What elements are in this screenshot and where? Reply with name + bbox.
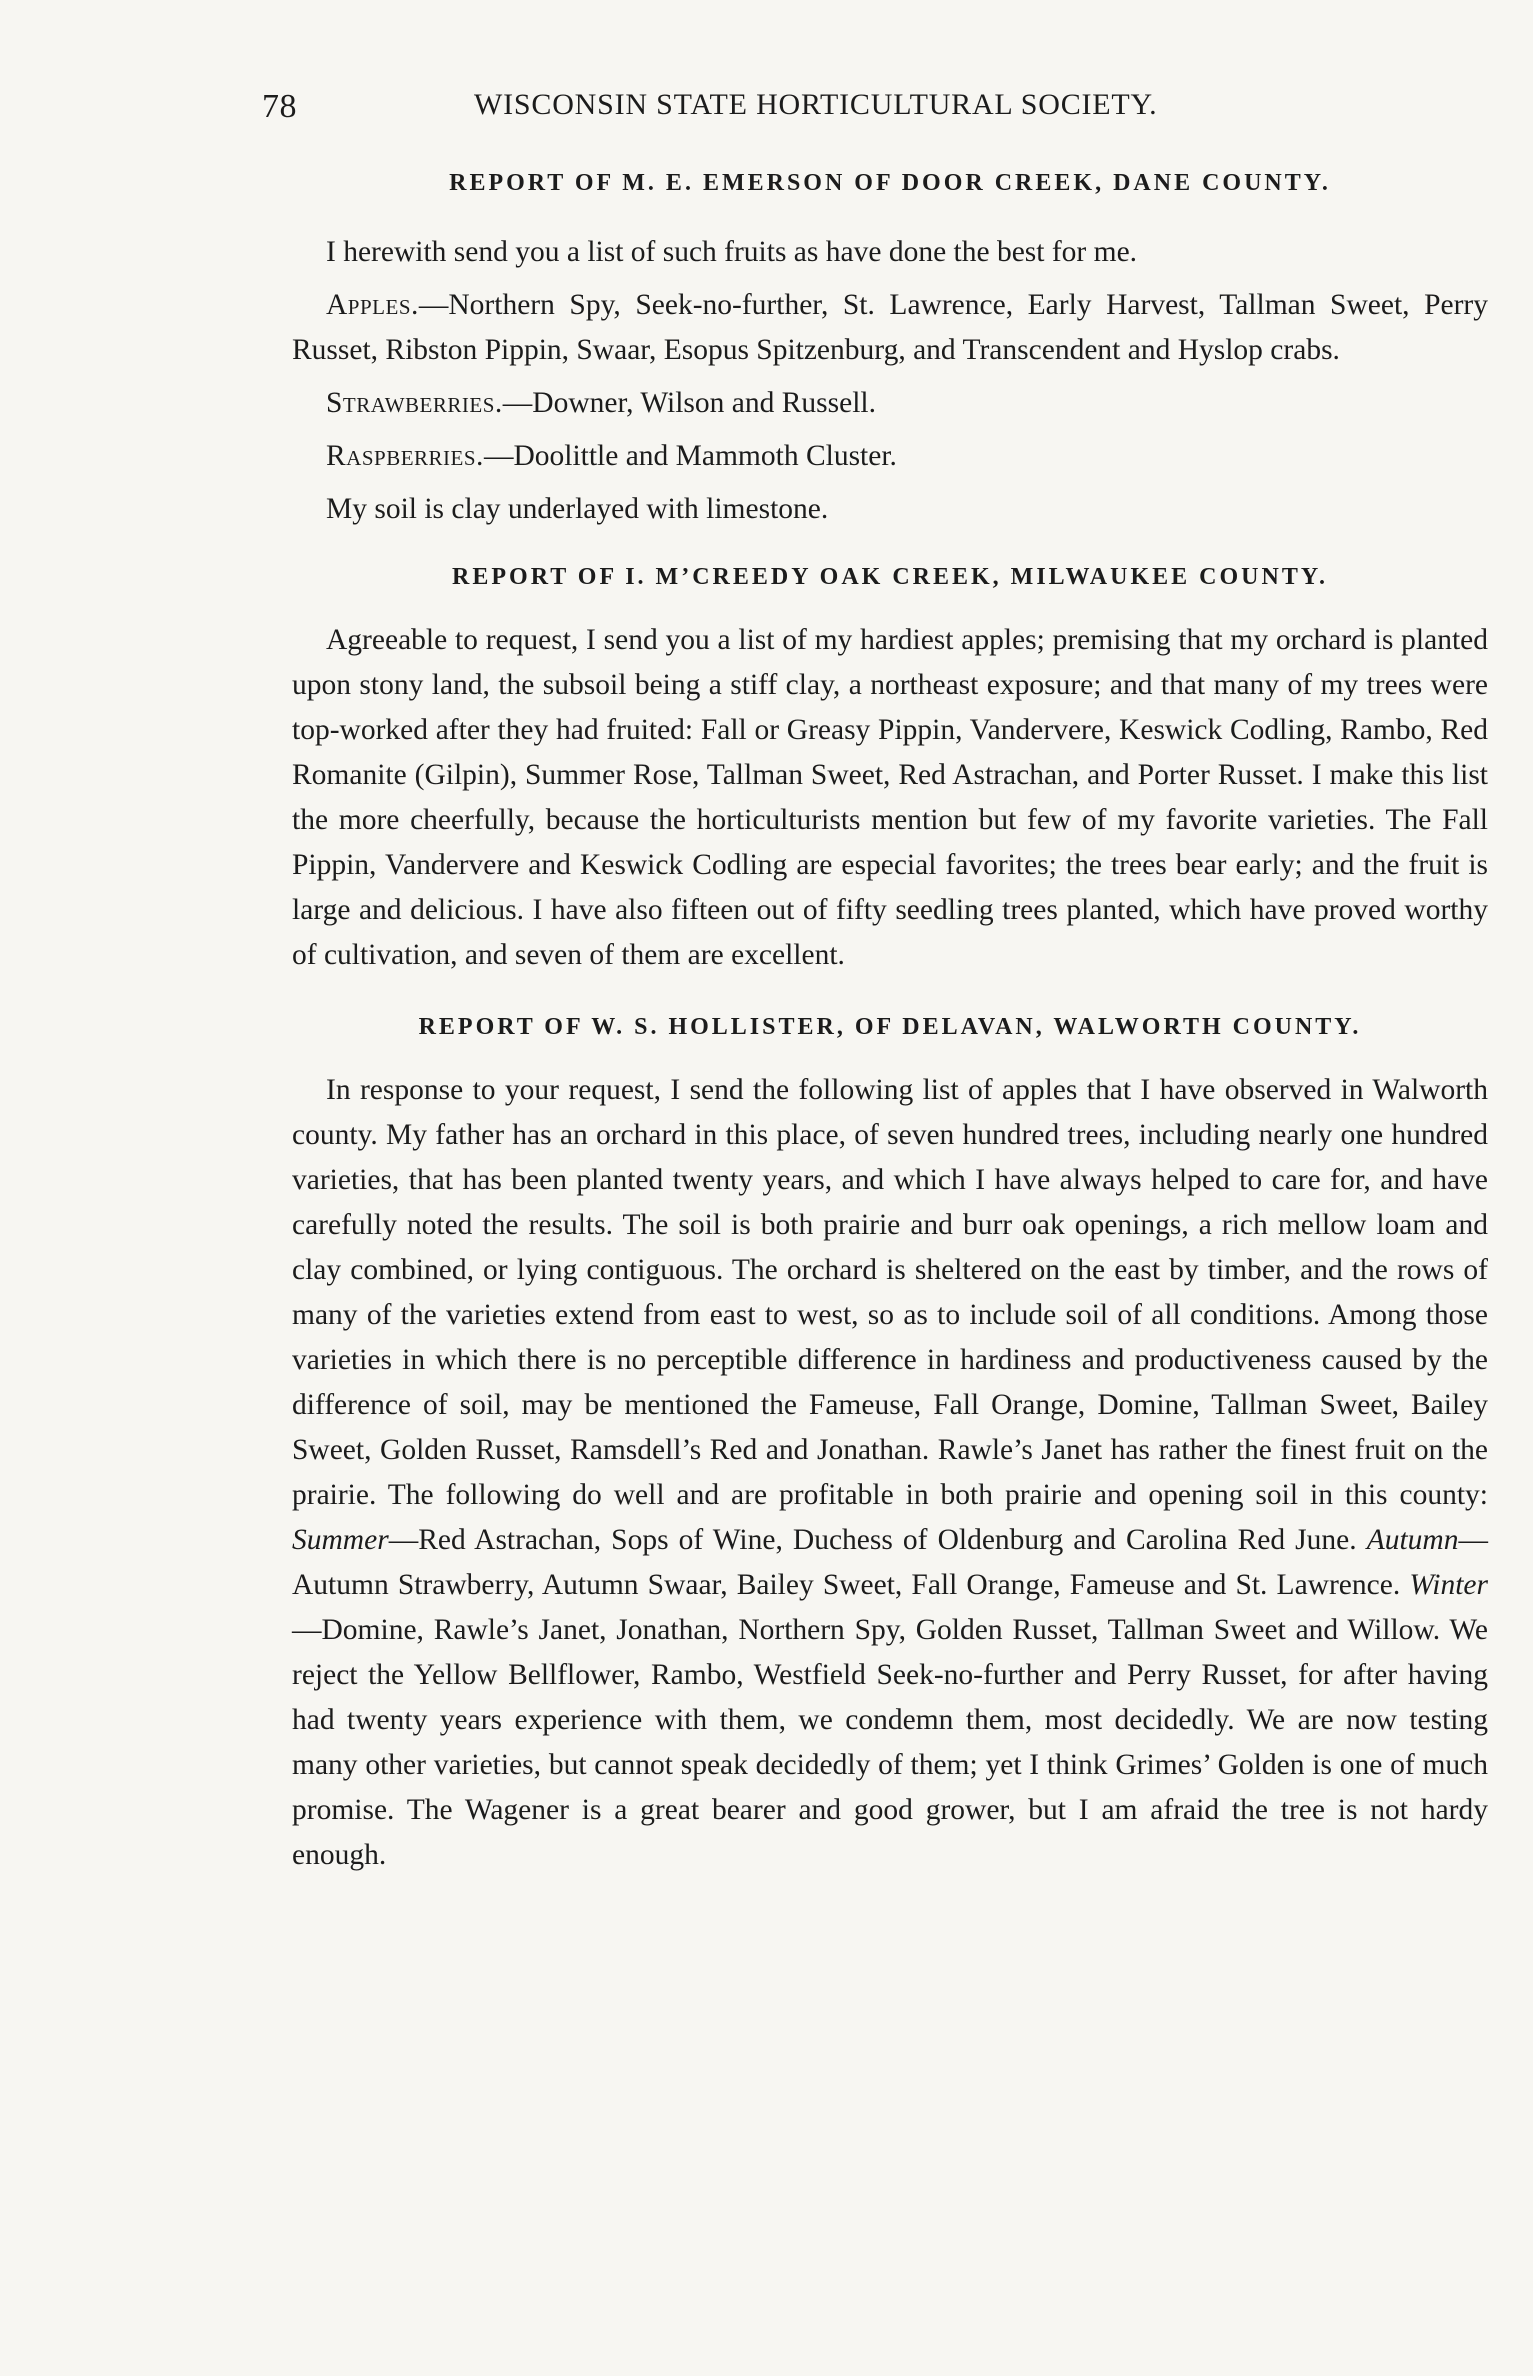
list-text: —Doolittle and Mammoth Cluster. [483, 440, 897, 472]
report-body [292, 1068, 1488, 1878]
list-label: Strawberries. [326, 387, 503, 419]
season-text-autumn: —Autumn Strawberry, Autumn Swaar, Bailey Sweet, Fall Orange, Fameuse and St. Lawrence. [292, 1524, 1488, 1601]
report-intro: I herewith send you a list of such fruits as have done the best for me. [326, 236, 1138, 268]
fruit-list-strawberries [292, 381, 1488, 426]
season-text-summer: —Red Astrachan, Sops of Wine, Duchess of Oldenburg and Carolina Red June. [388, 1524, 1367, 1556]
list-label: Apples. [326, 289, 419, 321]
list-text: —Downer, Wilson and Russell. [502, 387, 876, 419]
report-mccreedy [292, 562, 1488, 978]
report-title: REPORT OF I. M’CREEDY OAK CREEK, MILWAUKEE COUNTY. [452, 564, 1328, 590]
body-text: In response to your request, I send the following list of apples that I have observed in Walworth county. My father has an orchard in this place, of seven hundred trees, including nearly one hundred varieties, that has been planted twenty years, and which I have always helped to care for, and have carefully noted the results. The soil is both prairie and burr oak openings, a rich mellow loam and clay combined, or lying contiguous. The orchard is sheltered on the east by timber, and the rows of many of the varieties extend from east to west, so as to include soil of all conditions. Among those varieties in which there is no perceptible difference in hardiness and productiveness caused by the difference of soil, may be mentioned the Fameuse, Fall Orange, Domine, Tallman Sweet, Bailey Sweet, Golden Russet, Ramsdell’s Red and Jonathan. Rawle’s Janet has rather the finest fruit on the prairie. The following do well and are profitable in both prairie and opening soil in this county: [292, 1074, 1488, 1511]
report-closing: My soil is clay underlayed with limestone. [326, 493, 829, 525]
report-title: REPORT OF M. E. EMERSON OF DOOR CREEK, DANE COUNTY. [449, 170, 1331, 196]
page-number: 78 [262, 88, 297, 125]
report-hollister [292, 1012, 1488, 1878]
list-text: —Northern Spy, Seek-no-further, St. Lawrence, Early Harvest, Tallman Sweet, Perry Russet, Ribston Pippin, Swaar, Esopus Spitzenburg, and Transcendent and Hyslop crabs. [292, 289, 1488, 366]
report-title: REPORT OF W. S. HOLLISTER, OF DELAVAN, WALWORTH COUNTY. [418, 1014, 1362, 1040]
fruit-list-apples [292, 283, 1488, 373]
journal-title: WISCONSIN STATE HORTICULTURAL SOCIETY. [474, 88, 1158, 121]
running-head [262, 88, 1302, 128]
fruit-list-raspberries [292, 434, 1488, 479]
text-column [292, 168, 1488, 1878]
season-label-winter: Winter [1409, 1569, 1488, 1601]
report-body: Agreeable to request, I send you a list of my hardiest apples; premising that my orchard is planted upon stony land, the subsoil being a stiff clay, a northeast exposure; and that many of my trees were top-worked after they had fruited: Fall or Greasy Pippin, Vandervere, Keswick Codling, Rambo, Red Romanite (Gilpin), Summer Rose, Tallman Sweet, Red Astrachan, and Porter Russet. I make this list the more cheerfully, because the horticulturists mention but few of my favorite varieties. The Fall Pippin, Vandervere and Keswick Codling are especial favorites; the trees bear early; and the fruit is large and delicious. I have also fifteen out of fifty seedling trees planted, which have proved worthy of cultivation, and seven of them are excellent. [292, 624, 1488, 971]
report-emerson [292, 168, 1488, 532]
list-label: Raspberries. [326, 440, 484, 472]
season-label-autumn: Autumn [1366, 1524, 1459, 1556]
season-text-winter: —Domine, Rawle’s Janet, Jonathan, Northern Spy, Golden Russet, Tallman Sweet and Willow. We reject the Yellow Bellflower, Rambo, Westfield Seek-no-further and Perry Russet, for after having had twenty years experience with them, we condemn them, most decidedly. We are now testing many other varieties, but cannot speak decidedly of them; yet I think Grimes’ Golden is one of much promise. The Wagener is a great bearer and good grower, but I am afraid the tree is not hardy enough. [292, 1614, 1488, 1871]
season-label-summer: Summer [292, 1524, 389, 1556]
